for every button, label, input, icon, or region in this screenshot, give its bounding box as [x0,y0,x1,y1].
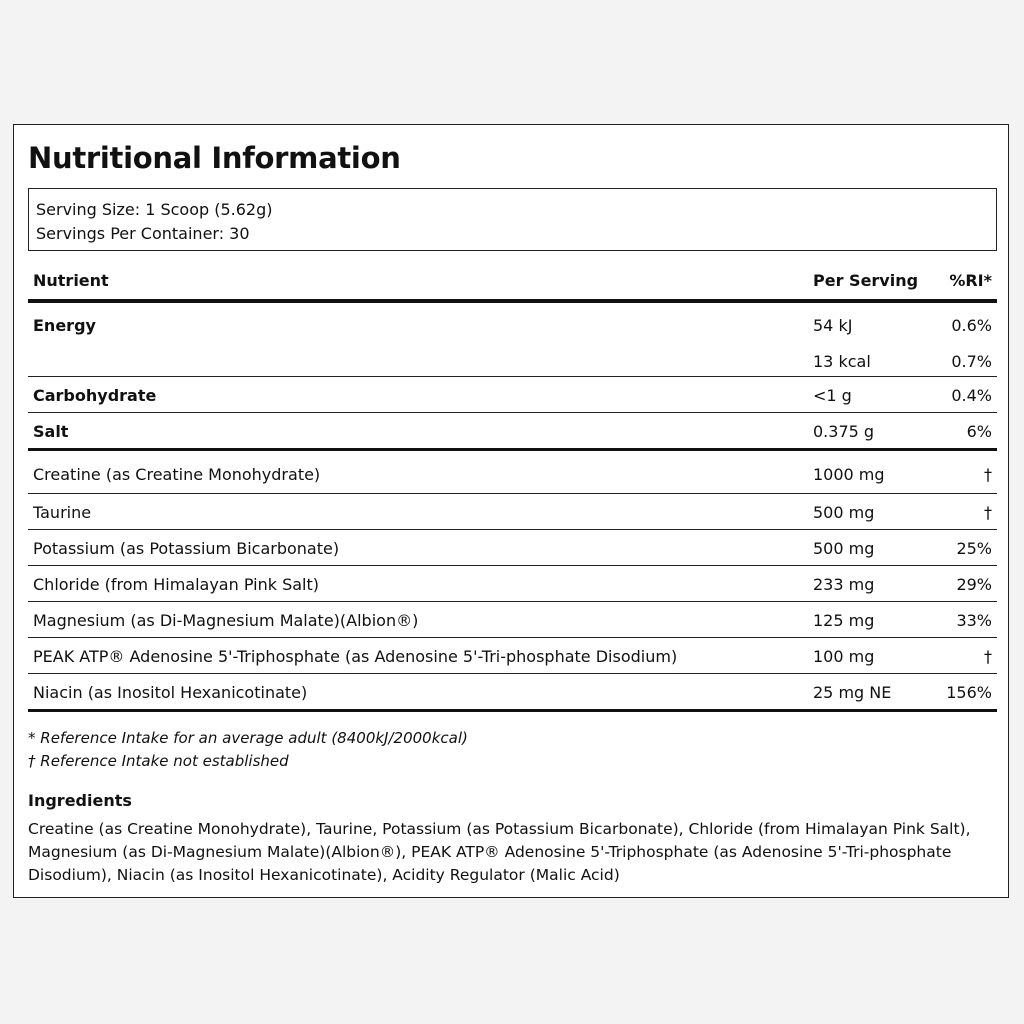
table-row [28,602,997,638]
nutrient-value: <1 g [813,386,852,405]
table-row-salt [28,413,997,451]
table-row [28,530,997,566]
page-title: Nutritional Information [28,141,401,175]
nutrient-name: Energy [33,316,96,335]
nutrient-name: Magnesium (as Di-Magnesium Malate)(Albion®) [33,611,419,630]
table-header [28,265,997,303]
serving-size: Serving Size: 1 Scoop (5.62g) [36,200,273,219]
nutrient-value: 13 kcal [813,352,871,371]
nutrient-name: Salt [33,422,69,441]
nutrient-value: 233 mg [813,575,875,594]
nutrient-name: Carbohydrate [33,386,157,405]
nutrient-name: PEAK ATP® Adenosine 5'-Triphosphate (as Adenosine 5'-Tri-phosphate Disodium) [33,647,678,666]
nutrient-name: Niacin (as Inositol Hexanicotinate) [33,683,308,702]
nutrient-ri: † [984,647,992,666]
nutrient-ri: 25% [956,539,992,558]
nutrient-value: 25 mg NE [813,683,892,702]
nutrient-value: 125 mg [813,611,875,630]
nutrient-value: 500 mg [813,503,875,522]
nutrient-ri: 29% [956,575,992,594]
table-row [28,674,997,712]
nutrient-name: Chloride (from Himalayan Pink Salt) [33,575,319,594]
header-per-serving: Per Serving [813,271,919,290]
nutrient-ri: 0.6% [951,316,992,335]
footnotes [28,727,468,773]
header-ri: %RI* [949,271,992,290]
footnote-not-established: † Reference Intake not established [28,752,289,770]
ingredients-title: Ingredients [28,791,132,810]
nutrient-ri: 6% [966,422,992,441]
nutrition-panel [13,124,1009,898]
nutrient-ri: † [984,503,992,522]
nutrient-value: 500 mg [813,539,875,558]
footnote-reference-intake: * Reference Intake for an average adult (8400kJ/2000kcal) [28,729,468,747]
nutrient-value: 1000 mg [813,465,885,484]
nutrient-ri: † [984,465,992,484]
nutrient-name: Taurine [33,503,92,522]
nutrient-value: 0.375 g [813,422,875,441]
nutrient-value: 100 mg [813,647,875,666]
nutrient-ri: 0.7% [951,352,992,371]
table-row-energy-kj [28,303,997,342]
table-row-carbohydrate [28,377,997,413]
nutrient-name: Potassium (as Potassium Bicarbonate) [33,539,340,558]
nutrient-ri: 33% [956,611,992,630]
ingredients-text: Creatine (as Creatine Monohydrate), Taurine, Potassium (as Potassium Bicarbonate), Chloride (from Himalayan Pink Salt), Magnesium (as Di-Magnesium Malate)(Albion®), PEAK ATP® Adenosine 5'-Triphosphate (as Adenosine 5'-Tri-phosphate Disodium), Niacin (as Inositol Hexanicotinate), Acidity Regulator (Malic Acid) [28,820,971,884]
servings-per-container: Servings Per Container: 30 [36,224,250,243]
nutrient-ri: 156% [946,683,992,702]
table-row [28,494,997,530]
table-row-energy-kcal [28,342,997,377]
nutrient-ri: 0.4% [951,386,992,405]
nutrient-value: 54 kJ [813,316,853,335]
nutrient-name: Creatine (as Creatine Monohydrate) [33,465,321,484]
nutrition-table [28,265,997,712]
table-row [28,638,997,674]
header-nutrient: Nutrient [33,271,109,290]
serving-info-box [28,188,997,251]
table-row [28,451,997,494]
table-row [28,566,997,602]
